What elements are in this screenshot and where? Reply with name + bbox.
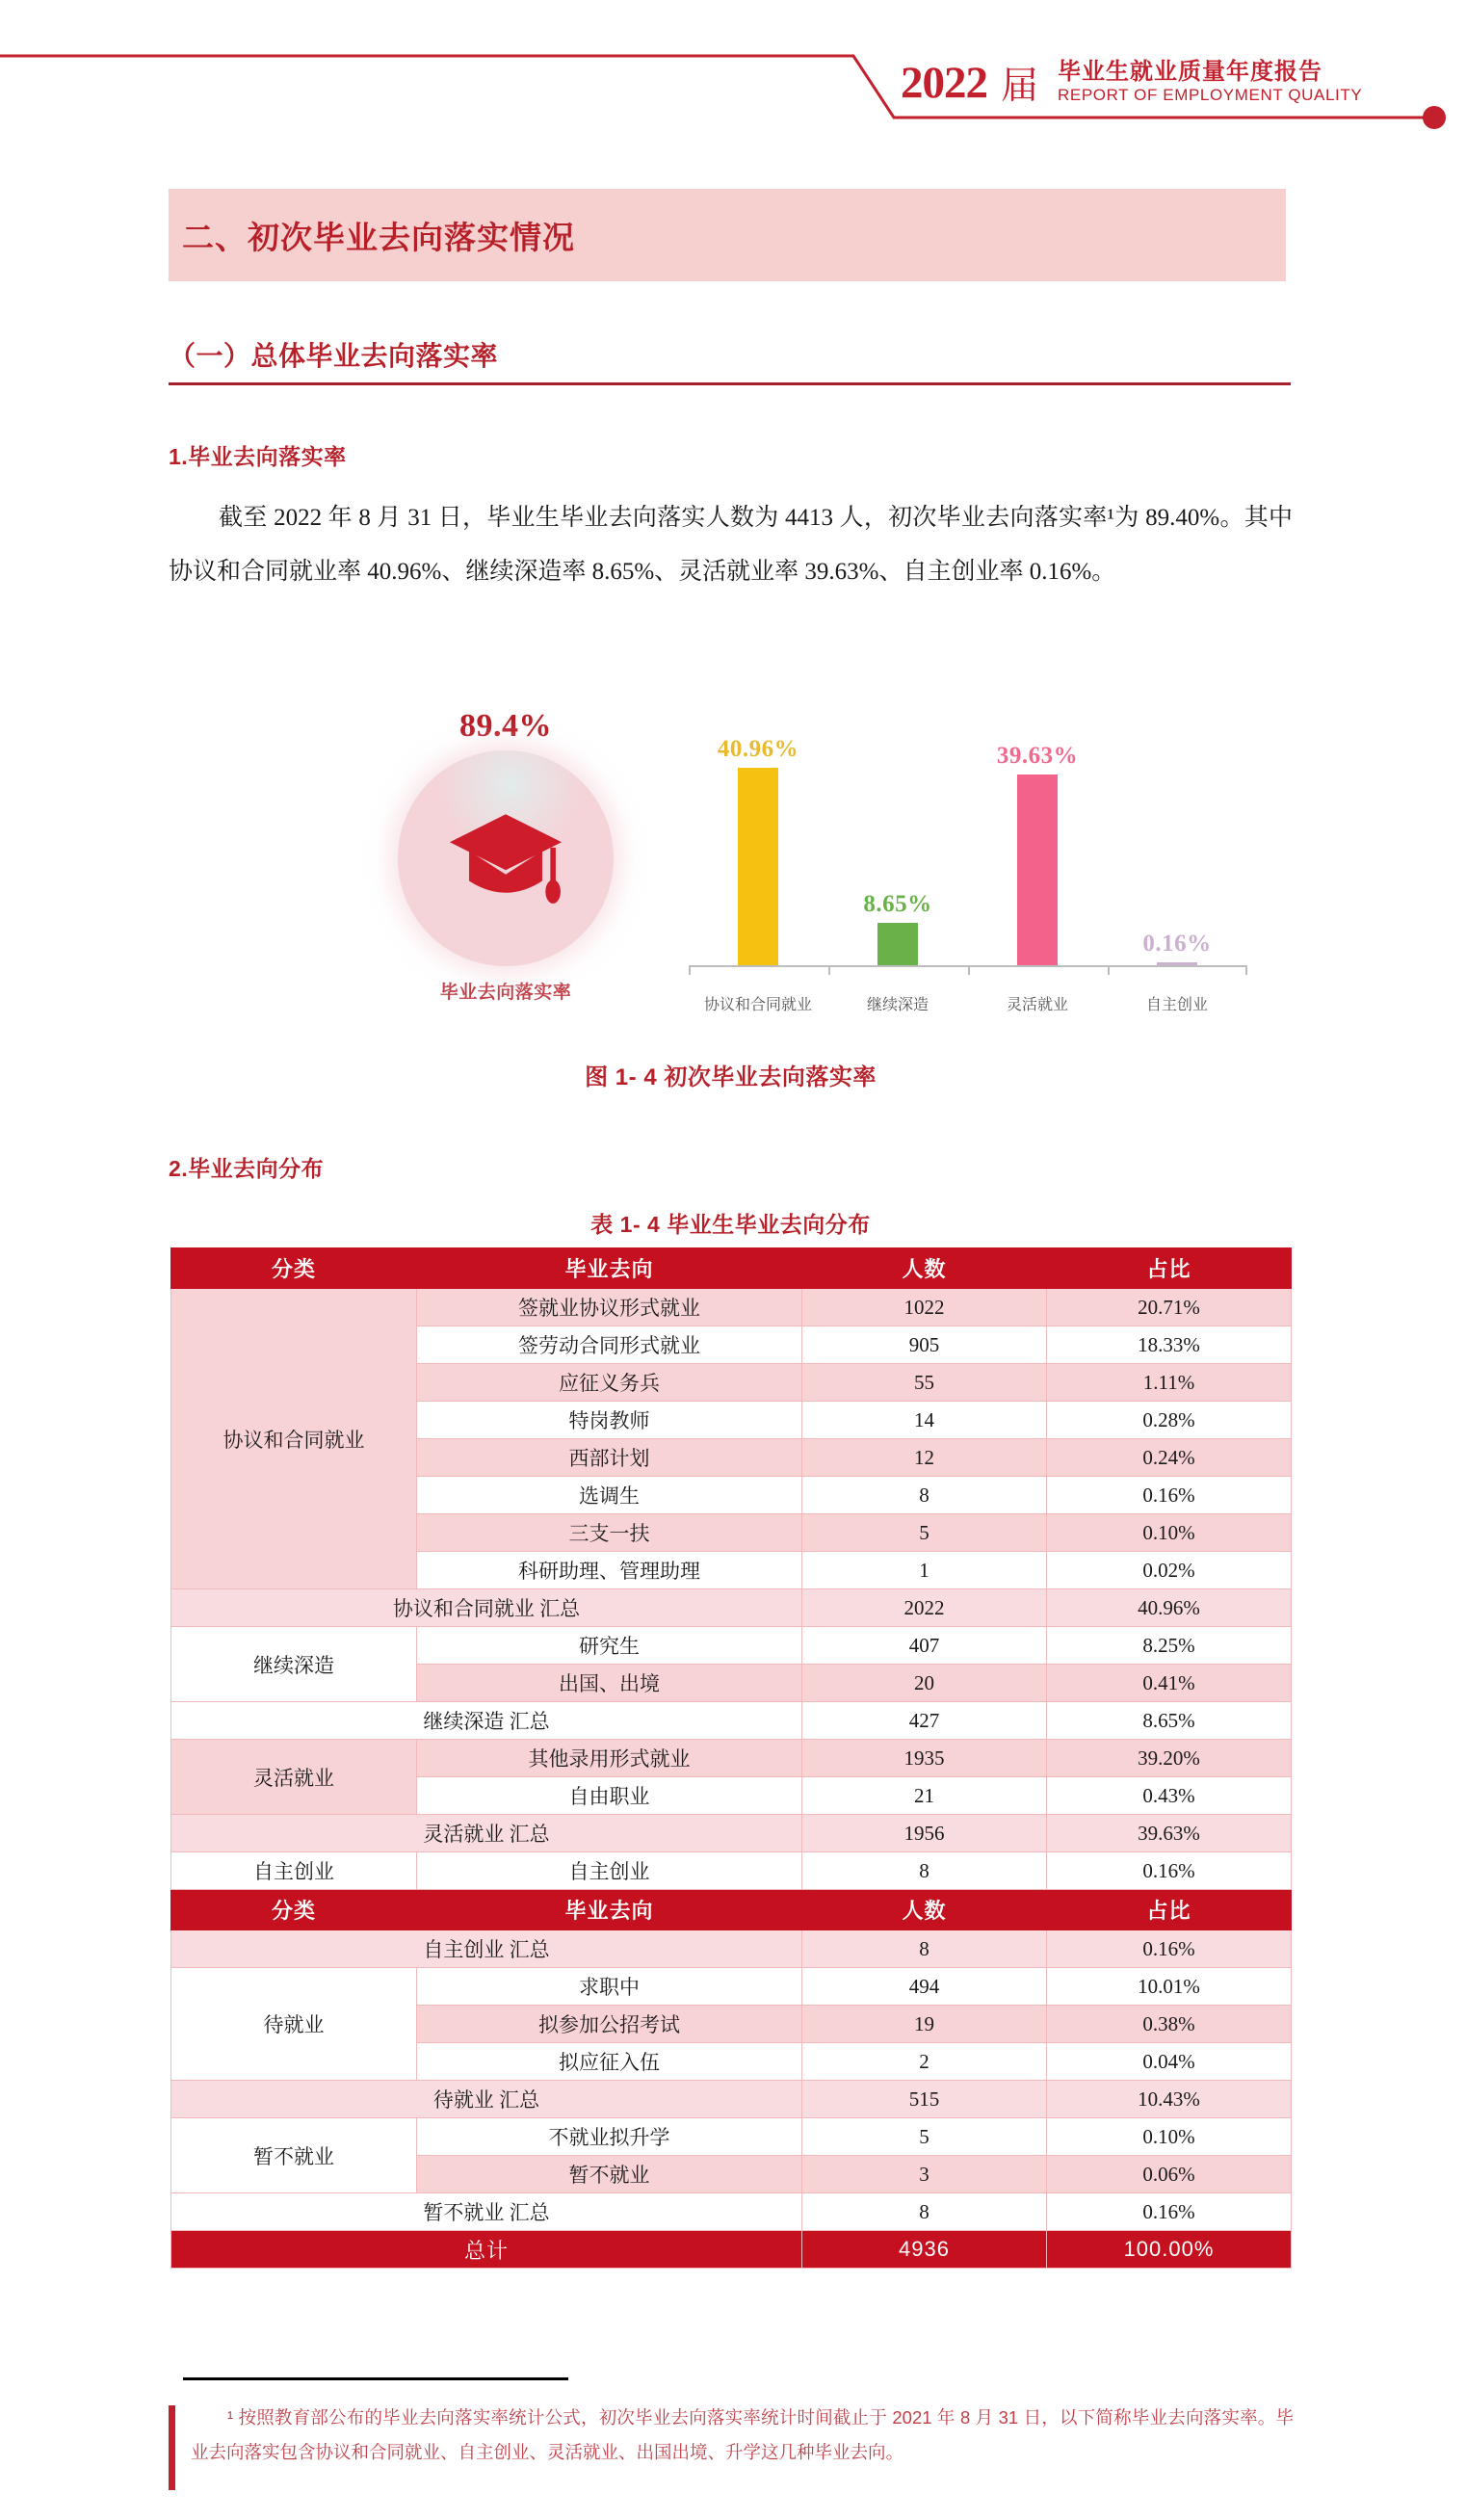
cell-pct: 0.02% bbox=[1047, 1552, 1292, 1589]
footnote-divider bbox=[183, 2377, 568, 2380]
col-header-destination: 毕业去向 bbox=[417, 1248, 802, 1289]
subsection-title bbox=[169, 335, 1291, 385]
subsection-title-text: （一）总体毕业去向落实率 bbox=[169, 341, 499, 371]
cell-destination: 科研助理、管理助理 bbox=[417, 1552, 802, 1589]
cell-total-count: 4936 bbox=[802, 2231, 1047, 2269]
bar-rect-1 bbox=[877, 923, 918, 965]
cell-pct: 10.01% bbox=[1047, 1968, 1292, 2006]
header-title-en: REPORT OF EMPLOYMENT QUALITY bbox=[1058, 86, 1363, 105]
cell-destination: 拟参加公招考试 bbox=[417, 2006, 802, 2043]
cell-summary-label: 待就业 汇总 bbox=[171, 2081, 802, 2118]
bar-chart bbox=[669, 703, 1267, 1021]
cell-count: 407 bbox=[802, 1627, 1047, 1665]
header-title-block bbox=[901, 58, 1363, 109]
table-summary-row bbox=[171, 1815, 1292, 1852]
highlight-value: 89.4% bbox=[459, 708, 552, 744]
header-year-suffix: 届 bbox=[1001, 66, 1039, 108]
cell-destination: 拟应征入伍 bbox=[417, 2043, 802, 2081]
heading-distribution: 2.毕业去向分布 bbox=[169, 1156, 325, 1181]
cell-destination: 其他录用形式就业 bbox=[417, 1740, 802, 1777]
bar-value-0: 40.96% bbox=[717, 736, 799, 762]
cell-pct: 0.04% bbox=[1047, 2043, 1292, 2081]
cell-pct: 0.38% bbox=[1047, 2006, 1292, 2043]
highlight-circle bbox=[398, 750, 614, 966]
table-summary-row bbox=[171, 1589, 1292, 1627]
bar-label-0: 协议和合同就业 bbox=[703, 997, 812, 1013]
bar-group-3 bbox=[1119, 931, 1235, 965]
cell-pct: 0.28% bbox=[1047, 1402, 1292, 1439]
bar-rect-3 bbox=[1157, 962, 1197, 965]
cell-destination: 自主创业 bbox=[417, 1852, 802, 1890]
distribution-table bbox=[170, 1247, 1292, 2269]
header-title-cn: 毕业生就业质量年度报告 bbox=[1058, 59, 1323, 85]
cell-count: 55 bbox=[802, 1364, 1047, 1402]
cell-count: 21 bbox=[802, 1777, 1047, 1815]
cell-destination: 自由职业 bbox=[417, 1777, 802, 1815]
cell-pct: 0.06% bbox=[1047, 2156, 1292, 2193]
table-header-row bbox=[171, 1248, 1292, 1289]
cell-destination: 特岗教师 bbox=[417, 1402, 802, 1439]
cell-destination: 不就业拟升学 bbox=[417, 2118, 802, 2156]
cell-pct: 20.71% bbox=[1047, 1289, 1292, 1326]
body-paragraph: 截至 2022 年 8 月 31 日，毕业生毕业去向落实人数为 4413 人，初次毕业去向落实率¹为 89.40%。其中协议和合同就业率 40.96%、继续深造率 8.65%、灵活就业率 39.63%、自主创业率 0.16%。 bbox=[169, 505, 1293, 585]
bar-group-0 bbox=[700, 736, 816, 965]
figure-employment-rate bbox=[169, 674, 1293, 1050]
cell-category: 继续深造 bbox=[171, 1627, 417, 1702]
subsection-divider bbox=[169, 382, 1291, 385]
cell-destination: 应征义务兵 bbox=[417, 1364, 802, 1402]
cell-summary-count: 515 bbox=[802, 2081, 1047, 2118]
bar-value-2: 39.63% bbox=[996, 743, 1079, 769]
cell-summary-pct: 10.43% bbox=[1047, 2081, 1292, 2118]
table-summary-row bbox=[171, 1702, 1292, 1740]
bar-rect-2 bbox=[1017, 774, 1058, 965]
table-total-row bbox=[171, 2231, 1292, 2269]
section-title-banner bbox=[169, 189, 1286, 281]
bar-label-2: 灵活就业 bbox=[1006, 997, 1068, 1013]
bar-label-3: 自主创业 bbox=[1145, 997, 1208, 1013]
cell-pct: 1.11% bbox=[1047, 1364, 1292, 1402]
bar-rect-0 bbox=[738, 768, 778, 965]
col-header-category: 分类 bbox=[171, 1248, 417, 1289]
table-summary-row bbox=[171, 2081, 1292, 2118]
highlight-label: 毕业去向落实率 bbox=[439, 983, 572, 1003]
cell-summary-label: 灵活就业 汇总 bbox=[171, 1815, 802, 1852]
col-header-destination: 毕业去向 bbox=[417, 1890, 802, 1930]
cell-summary-label: 继续深造 汇总 bbox=[171, 1702, 802, 1740]
cell-category: 暂不就业 bbox=[171, 2118, 417, 2193]
cell-count: 14 bbox=[802, 1402, 1047, 1439]
table-row bbox=[171, 1852, 1292, 1890]
cell-summary-pct: 0.16% bbox=[1047, 1930, 1292, 1968]
cell-pct: 0.24% bbox=[1047, 1439, 1292, 1477]
cell-pct: 0.16% bbox=[1047, 1852, 1292, 1890]
cell-count: 1935 bbox=[802, 1740, 1047, 1777]
cell-count: 20 bbox=[802, 1665, 1047, 1702]
header-year: 2022 bbox=[901, 58, 987, 109]
col-header-pct: 占比 bbox=[1047, 1248, 1292, 1289]
table-header-row-repeat bbox=[171, 1890, 1292, 1930]
cell-summary-pct: 39.63% bbox=[1047, 1815, 1292, 1852]
cell-category: 协议和合同就业 bbox=[171, 1289, 417, 1589]
col-header-count: 人数 bbox=[802, 1248, 1047, 1289]
cell-summary-pct: 40.96% bbox=[1047, 1589, 1292, 1627]
bar-value-1: 8.65% bbox=[863, 891, 932, 917]
cell-summary-count: 427 bbox=[802, 1702, 1047, 1740]
cell-pct: 0.16% bbox=[1047, 1477, 1292, 1514]
table-row bbox=[171, 1627, 1292, 1665]
bar-value-3: 0.16% bbox=[1142, 931, 1212, 957]
cell-destination: 选调生 bbox=[417, 1477, 802, 1514]
page-header bbox=[0, 0, 1466, 166]
cell-destination: 出国、出境 bbox=[417, 1665, 802, 1702]
cell-category: 待就业 bbox=[171, 1968, 417, 2081]
cell-summary-count: 2022 bbox=[802, 1589, 1047, 1627]
cell-summary-count: 8 bbox=[802, 2193, 1047, 2231]
cell-pct: 0.41% bbox=[1047, 1665, 1292, 1702]
section-title-text: 二、初次毕业去向落实情况 bbox=[182, 219, 575, 255]
table-caption: 表 1- 4 毕业生毕业去向分布 bbox=[590, 1212, 871, 1237]
footnote-text: ¹ 按照教育部公布的毕业去向落实率统计公式，初次毕业去向落实率统计时间截止于 2021 年 8 月 31 日，以下简称毕业去向落实率。毕业去向落实包含协议和合同就业、自主创业、灵活就业、出国出境、升学这几种毕业去向。 bbox=[191, 2407, 1294, 2462]
cell-count: 3 bbox=[802, 2156, 1047, 2193]
table-row bbox=[171, 2118, 1292, 2156]
bar-label-1: 继续深造 bbox=[866, 997, 929, 1013]
figure-caption: 图 1- 4 初次毕业去向落实率 bbox=[585, 1064, 877, 1090]
cell-count: 1022 bbox=[802, 1289, 1047, 1326]
cell-count: 2 bbox=[802, 2043, 1047, 2081]
graduation-cap-icon bbox=[441, 794, 570, 923]
cell-total-label: 总计 bbox=[171, 2231, 802, 2269]
cell-summary-pct: 0.16% bbox=[1047, 2193, 1292, 2231]
cell-category: 灵活就业 bbox=[171, 1740, 417, 1815]
cell-pct: 0.10% bbox=[1047, 2118, 1292, 2156]
header-dot-icon bbox=[1423, 106, 1446, 129]
table-summary-row bbox=[171, 2193, 1292, 2231]
cell-pct: 0.43% bbox=[1047, 1777, 1292, 1815]
cell-count: 494 bbox=[802, 1968, 1047, 2006]
footnote-accent-bar bbox=[169, 2405, 175, 2490]
cell-count: 1 bbox=[802, 1552, 1047, 1589]
cell-summary-label: 协议和合同就业 汇总 bbox=[171, 1589, 802, 1627]
cell-count: 5 bbox=[802, 1514, 1047, 1552]
table-row bbox=[171, 1289, 1292, 1326]
cell-count: 8 bbox=[802, 1852, 1047, 1890]
bar-group-1 bbox=[840, 891, 956, 965]
cell-destination: 西部计划 bbox=[417, 1439, 802, 1477]
table-summary-row bbox=[171, 1930, 1292, 1968]
cell-destination: 研究生 bbox=[417, 1627, 802, 1665]
cell-destination: 三支一扶 bbox=[417, 1514, 802, 1552]
cell-category: 自主创业 bbox=[171, 1852, 417, 1890]
highlight-metric bbox=[347, 708, 665, 1004]
bar-group-2 bbox=[980, 743, 1095, 965]
cell-count: 5 bbox=[802, 2118, 1047, 2156]
cell-destination: 暂不就业 bbox=[417, 2156, 802, 2193]
cell-count: 19 bbox=[802, 2006, 1047, 2043]
cell-pct: 18.33% bbox=[1047, 1326, 1292, 1364]
cell-count: 12 bbox=[802, 1439, 1047, 1477]
cell-count: 8 bbox=[802, 1477, 1047, 1514]
cell-destination: 签就业协议形式就业 bbox=[417, 1289, 802, 1326]
table-row bbox=[171, 1968, 1292, 2006]
cell-total-pct: 100.00% bbox=[1047, 2231, 1292, 2269]
table-row bbox=[171, 1740, 1292, 1777]
cell-summary-count: 1956 bbox=[802, 1815, 1047, 1852]
cell-summary-pct: 8.65% bbox=[1047, 1702, 1292, 1740]
col-header-category: 分类 bbox=[171, 1890, 417, 1930]
cell-count: 905 bbox=[802, 1326, 1047, 1364]
cell-summary-count: 8 bbox=[802, 1930, 1047, 1968]
col-header-count: 人数 bbox=[802, 1890, 1047, 1930]
cell-pct: 8.25% bbox=[1047, 1627, 1292, 1665]
col-header-pct: 占比 bbox=[1047, 1890, 1292, 1930]
cell-destination: 求职中 bbox=[417, 1968, 802, 2006]
cell-summary-label: 暂不就业 汇总 bbox=[171, 2193, 802, 2231]
cell-pct: 39.20% bbox=[1047, 1740, 1292, 1777]
cell-summary-label: 自主创业 汇总 bbox=[171, 1930, 802, 1968]
heading-employment-rate: 1.毕业去向落实率 bbox=[169, 444, 347, 469]
cell-pct: 0.10% bbox=[1047, 1514, 1292, 1552]
cell-destination: 签劳动合同形式就业 bbox=[417, 1326, 802, 1364]
